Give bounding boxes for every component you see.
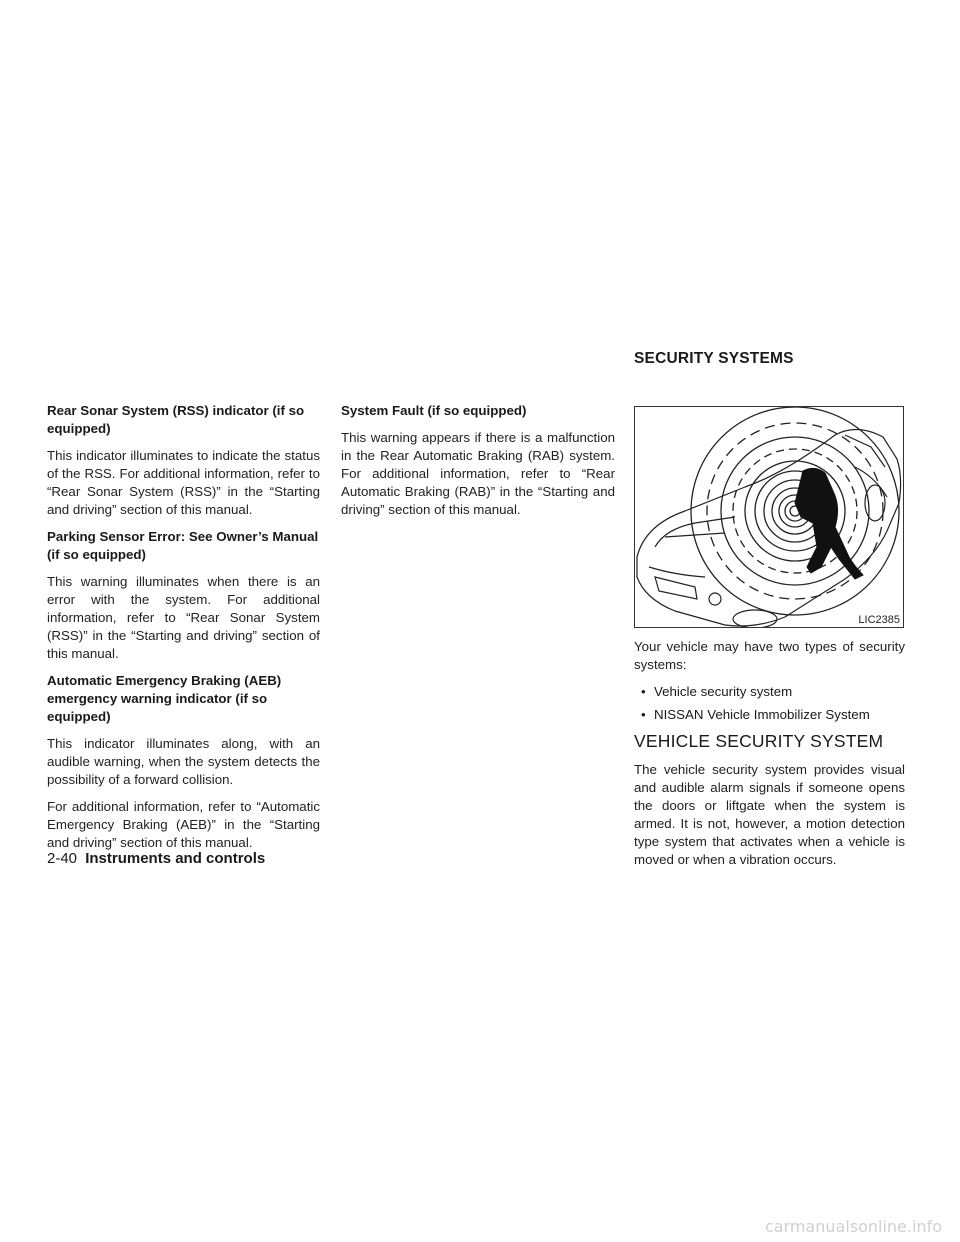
watermark: carmanualsonline.info (764, 1217, 942, 1236)
car-intrusion-drawing (635, 407, 904, 628)
bullet-glyph: • (641, 707, 646, 722)
column-left (47, 402, 320, 861)
list-item (634, 683, 905, 701)
column-right (634, 638, 905, 878)
security-illustration (634, 406, 904, 628)
column-middle (341, 402, 615, 528)
list-item-text: Vehicle security system (654, 684, 793, 699)
list-item (634, 706, 905, 724)
page-number: 2-40 (47, 850, 78, 867)
rss-text: This indicator illuminates to indicate the status of the RSS. For additional information, refer to “Rear Sonar System (RSS)” in the “Starting and driving” section of this manual. (47, 448, 320, 517)
page-footer (47, 850, 265, 867)
list-item-text: NISSAN Vehicle Immobilizer System (654, 707, 870, 722)
pse-heading: Parking Sensor Error: See Owner’s Manual (if so equipped) (47, 529, 319, 562)
security-types-list (634, 683, 905, 724)
system-fault-text: This warning appears if there is a malfunction in the Rear Automatic Braking (RAB) system. For additional information, refer to “Rear Automatic Braking (RAB)” in the “Starting and driving” section of this manual. (341, 430, 615, 517)
vss-text: The vehicle security system provides visual and audible alarm signals if someone opens the doors or liftgate when the system is armed. It is not, however, a motion detection type system that activates when a vehicle is moved or when a vibration occurs. (634, 762, 905, 867)
bullet-glyph: • (641, 684, 646, 699)
figure-code: LIC2385 (858, 614, 900, 626)
pse-text: This warning illuminates when there is an error with the system. For additional information, refer to “Rear Sonar System (RSS)” in the “Starting and driving” section of this manual. (47, 574, 320, 661)
aeb-text-1: This indicator illuminates along, with an audible warning, when the system detects the possibility of a forward collision. (47, 736, 320, 787)
aeb-text-2: For additional information, refer to “Automatic Emergency Braking (AEB)” in the “Starting and driving” section of this manual. (47, 799, 320, 850)
chapter-title: Instruments and controls (85, 850, 266, 867)
aeb-heading: Automatic Emergency Braking (AEB) emergency warning indicator (if so equipped) (47, 673, 282, 724)
system-fault-heading: System Fault (if so equipped) (341, 403, 527, 418)
security-intro: Your vehicle may have two types of security systems: (634, 639, 905, 672)
vss-heading: VEHICLE SECURITY SYSTEM (634, 731, 884, 751)
rss-heading: Rear Sonar System (RSS) indicator (if so equipped) (47, 403, 305, 436)
section-title: SECURITY SYSTEMS (634, 350, 794, 367)
